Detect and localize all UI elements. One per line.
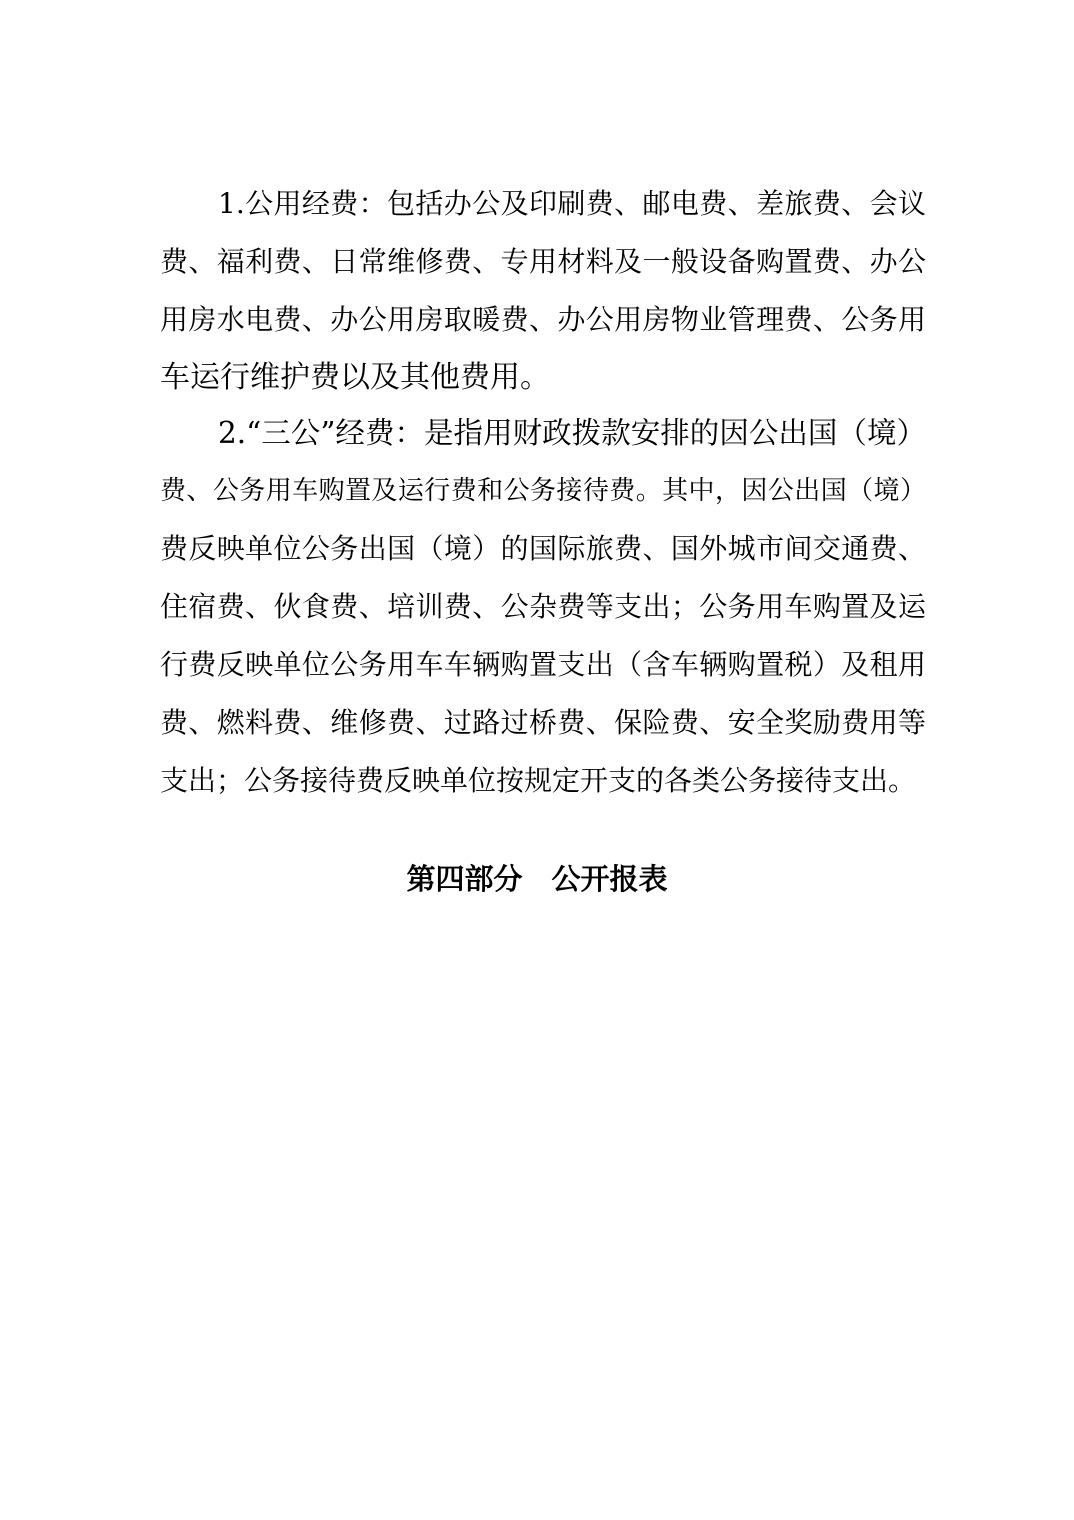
paragraph-line: 支出；公务接待费反映单位按规定开支的各类公务接待支出。 <box>160 764 917 797</box>
paragraph-line: 费反映单位公务出国（境）的国际旅费、国外城市间交通费、 <box>160 532 926 565</box>
paragraph-line: 行费反映单位公务用车车辆购置支出（含车辆购置税）及租用 <box>160 648 926 681</box>
paragraph-three-public-funds <box>160 404 926 810</box>
paragraph-line: 费、燃料费、维修费、过路过桥费、保险费、安全奖励费用等 <box>160 706 926 739</box>
paragraph-line: 车运行维护费以及其他费用。 <box>160 360 550 395</box>
section-heading: 第四部分 公开报表 <box>406 862 668 896</box>
paragraph-line: 费、福利费、日常维修费、专用材料及一般设备购置费、办公 <box>160 245 926 278</box>
paragraph-line: 费、公务用车购置及运行费和公务接待费。其中，因公出国（境） <box>160 476 926 506</box>
paragraph-line: 住宿费、伙食费、培训费、公杂费等支出；公务用车购置及运 <box>160 590 926 623</box>
paragraph-line: 用房水电费、办公用房取暖费、办公用房物业管理费、公务用 <box>160 303 926 336</box>
paragraph-line: 1.公用经费：包括办公及印刷费、邮电费、差旅费、会议 <box>218 187 926 220</box>
paragraph-public-funds <box>160 175 926 407</box>
paragraph-line: 2.“三公”经费：是指用财政拨款安排的因公出国（境） <box>218 416 926 450</box>
